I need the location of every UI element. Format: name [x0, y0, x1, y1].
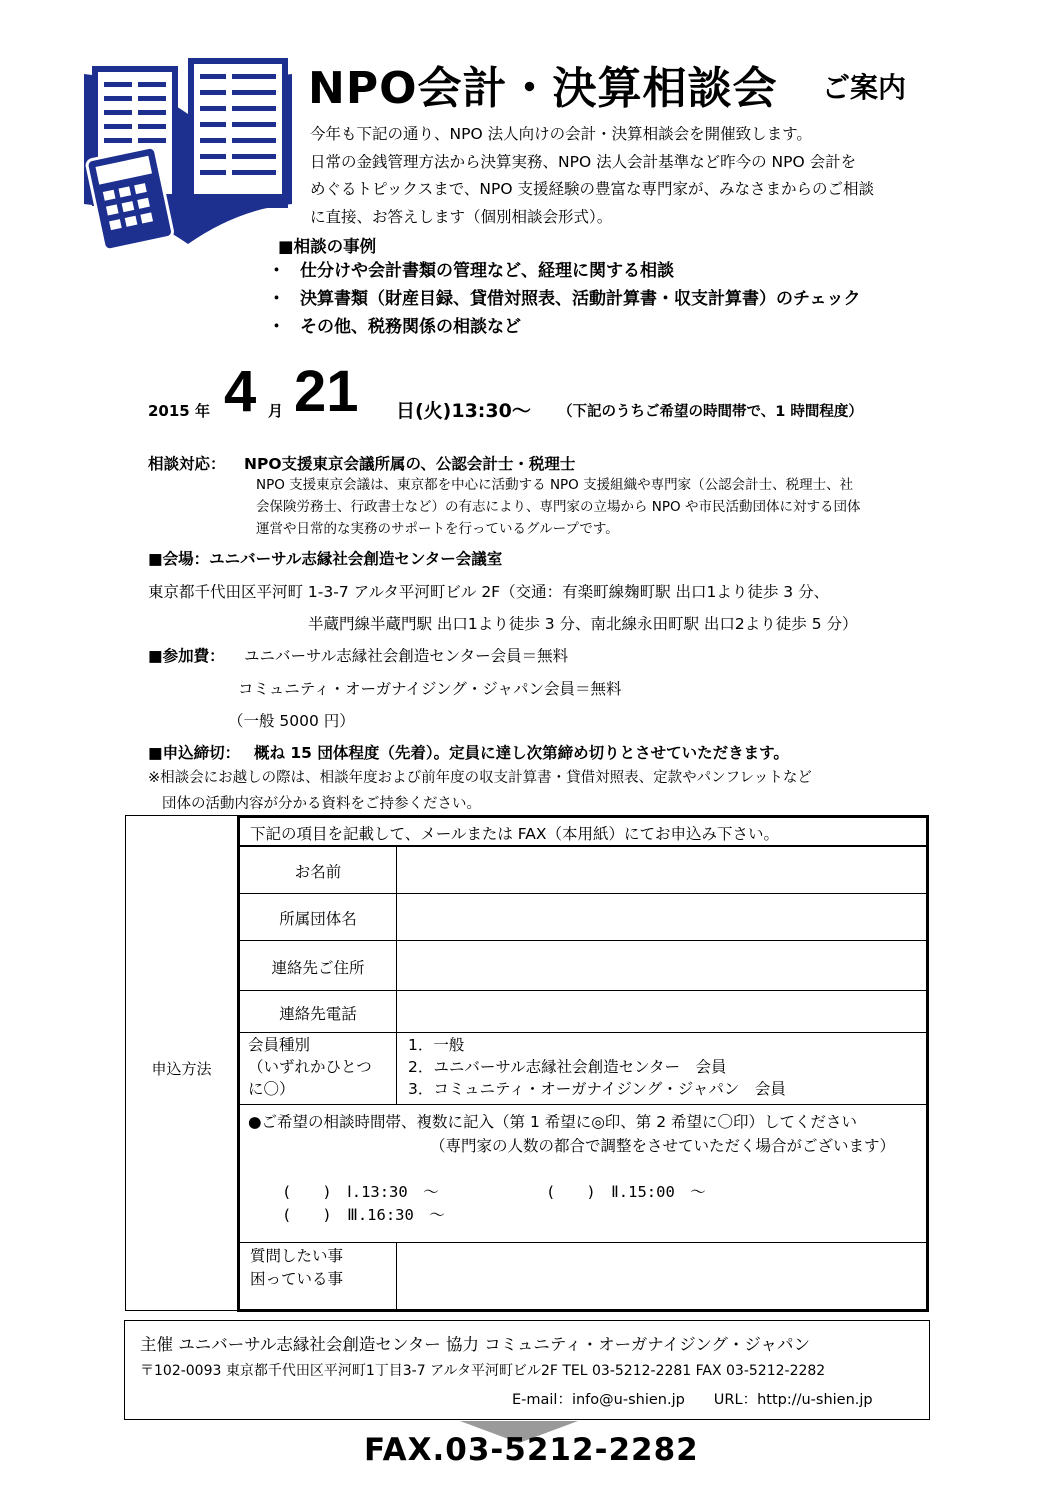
membership-option[interactable]: 1．一般 [408, 1036, 465, 1054]
time-note: （専門家の人数の都合で調整をさせていただく場合がございます） [430, 1137, 896, 1155]
date-month: 4 [224, 359, 257, 424]
name-field[interactable] [398, 847, 924, 892]
organizer-contact: E-mail：info@u-shien.jp URL：http://u-shien.jp [512, 1392, 873, 1408]
intro-line: めぐるトピックスまで、NPO 支援経験の豊富な専門家が、みなさまからのご相談 [310, 180, 874, 198]
bullet-icon: ・ [268, 289, 285, 309]
list-item: ・ 決算書類（財産目録、貸借対照表、活動計算書・収支計算書）のチェック [268, 285, 861, 313]
fax-number: FAX.03-5212-2282 [364, 1432, 699, 1468]
fee-line3: （一般 5000 円） [228, 712, 355, 730]
address-field[interactable] [398, 941, 924, 989]
time-instruction: ●ご希望の相談時間帯、複数に記入（第 1 希望に◎印、第 2 希望に〇印）してください [248, 1113, 857, 1131]
page-title: NPO会計・決算相談会 [308, 63, 778, 114]
time-slot-2[interactable]: ( ) Ⅱ.15:00 ～ [546, 1183, 706, 1201]
intro-line: 今年も下記の通り、NPO 法人向けの会計・決算相談会を開催致します。 [310, 125, 812, 143]
event-date [148, 360, 948, 430]
notice-line1: ※相談会にお越しの際は、相談年度および前年度の収支計算書・貸借対照表、定款やパンフレットなど [148, 770, 812, 786]
venue-address-line1: 東京都千代田区平河町 1-3-7 アルタ平河町ビル 2F（交通：有楽町線麹町駅 出口1より徒歩 3 分、 [148, 583, 830, 601]
organizer-address: 〒102-0093 東京都千代田区平河町1丁目3-7 アルタ平河町ビル2F TEL 03-5212-2281 FAX 03-5212-2282 [140, 1363, 826, 1379]
date-weekday-time: 日(火)13:30～ [396, 400, 531, 422]
question-label: 質問したい事 困っている事 [250, 1247, 344, 1288]
question-field[interactable] [398, 1244, 924, 1308]
intro-line: に直接、お答えします（個別相談会形式）。 [310, 207, 613, 226]
deadline-text: 概ね 15 団体程度（先着）。定員に達し次第締め切りとさせていただきます。 [254, 744, 789, 762]
date-day: 21 [294, 359, 359, 424]
intro-line: 日常の金銭管理方法から決算実務、NPO 法人会計基準など昨今の NPO 会計を [310, 152, 857, 171]
bullet-icon: ・ [268, 317, 285, 337]
fee-line2: コミュニティ・オーガナイジング・ジャパン会員＝無料 [238, 680, 622, 698]
page-title-suffix: ご案内 [822, 71, 907, 104]
time-slot-1[interactable]: ( ) Ⅰ.13:30 ～ [282, 1183, 439, 1201]
case-heading: ■相談の事例 [278, 237, 377, 256]
date-year: 2015 年 [148, 402, 210, 420]
apply-method-label: 申込方法 [151, 1060, 212, 1078]
name-label: お名前 [294, 863, 342, 881]
organization-field[interactable] [398, 894, 924, 939]
advisor-description: NPO 支援東京会議は、東京都を中心に活動する NPO 支援組織や専門家（公認会計士、税理士、社 会保険労務士、行政書士など）の有志により、専門家の立場から NPO や市民活動団体に対する団体 運営や日常的な実務のサポートを行っているグループです。 [256, 477, 861, 537]
membership-options [408, 1034, 786, 1100]
advisor-value: NPO支援東京会議所属の、公認会計士・税理士 [244, 455, 576, 473]
phone-label: 連絡先電話 [279, 1005, 357, 1023]
ledger-calculator-icon [78, 44, 298, 254]
form-instruction: 下記の項目を記載して、メールまたは FAX（本用紙）にてお申込み下さい。 [250, 825, 780, 843]
venue-address-line2: 半蔵門線半蔵門駅 出口1より徒歩 3 分、南北線永田町駅 出口2より徒歩 5 分） [308, 615, 858, 633]
membership-option[interactable]: 3．コミュニティ・オーガナイジング・ジャパン 会員 [408, 1080, 786, 1098]
deadline-label: ■申込締切： [148, 744, 241, 762]
notice-line2: 団体の活動内容が分かる資料をご持参ください。 [162, 796, 481, 812]
list-item: ・ その他、税務関係の相談など [268, 313, 861, 341]
fee-label: ■参加費： [148, 647, 225, 665]
date-month-unit: 月 [268, 402, 284, 420]
advisor-label: 相談対応： [148, 455, 226, 473]
intro-text [310, 121, 960, 231]
venue-label: ■会場：ユニバーサル志縁社会創造センター会議室 [148, 550, 503, 568]
list-item: ・ 仕分けや会計書類の管理など、経理に関する相談 [268, 257, 861, 285]
case-list [268, 257, 861, 341]
bullet-icon: ・ [268, 261, 285, 281]
organization-label: 所属団体名 [279, 910, 357, 928]
date-note: （下記のうちご希望の時間帯で、1 時間程度） [558, 404, 863, 420]
time-slot-3[interactable]: ( ) Ⅲ.16:30 ～ [282, 1206, 445, 1224]
membership-option[interactable]: 2．ユニバーサル志縁社会創造センター 会員 [408, 1058, 727, 1076]
organizers: 主催 ユニバーサル志縁社会創造センター 協力 コミュニティ・オーガナイジング・ジャパン [140, 1335, 811, 1354]
phone-field[interactable] [398, 991, 924, 1031]
address-label: 連絡先ご住所 [271, 959, 365, 977]
membership-label: 会員種別 （いずれかひとつ に〇） [248, 1036, 372, 1098]
fee-line1: ユニバーサル志縁社会創造センター会員＝無料 [244, 647, 569, 665]
